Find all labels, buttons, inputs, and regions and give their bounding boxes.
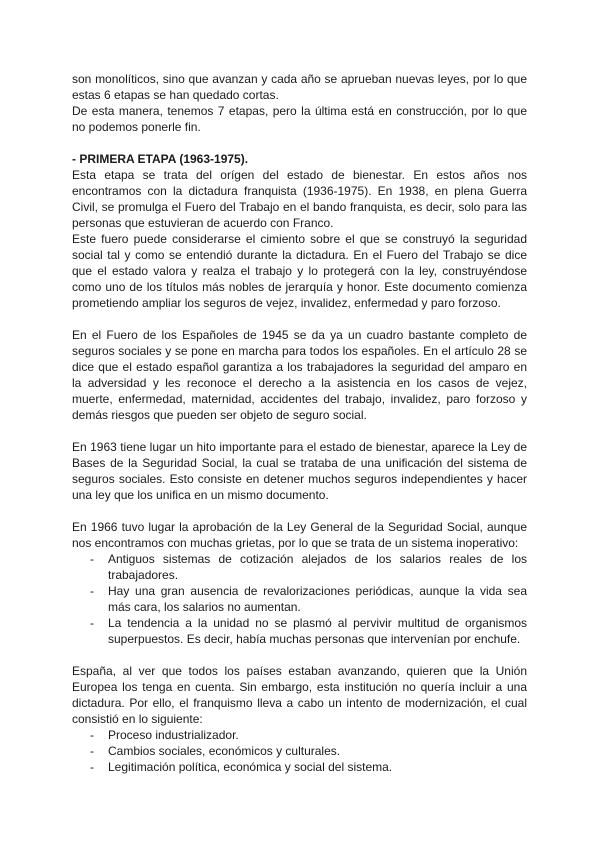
dash-bullet: - (90, 760, 94, 774)
ley-bases-paragraph: En 1963 tiene lugar un hito importante para el estado de bienestar, aparece la Ley de Bases de la Seguridad Social, la cual se trataba de una unificación del sistema de seguros sociales. Esto consiste en detener muchos seguros independientes y hacer una ley que los unifica en un mismo documento. (72, 440, 527, 502)
list-item (72, 615, 527, 647)
intro-paragraph-1: son monolíticos, sino que avanzan y cada año se aprueban nuevas leyes, por lo que estas 6 etapas se han quedado cortas. (72, 72, 527, 102)
spacer (72, 135, 527, 151)
section-heading: - PRIMERA ETAPA (1963-1975). (72, 152, 249, 166)
section1-paragraph-1: Esta etapa se trata del orígen del estado de bienestar. En estos años nos encontramos con la dictadura franquista (1936-1975). En 1938, en plena Guerra Civil, se promulga el Fuero del Trabajo en el bando franquista, es decir, solo para las personas que estuvieran de acuerdo con Franco. (72, 168, 527, 230)
fuero-espanoles-paragraph: En el Fuero de los Españoles de 1945 se da ya un cuadro bastante completo de seguros sociales y se pone en marcha para todos los españoles. En el artículo 28 se dice que el estado español garantiza a los trabajadores la seguridad del amparo en la adversidad y les reconoce el derecho a la asistencia en los casos de vejez, muerte, enfermedad, maternidad, accidentes del trabajo, invalidez, paro forzoso y demás riesgos que pueden ser objeto de seguro social. (72, 328, 527, 422)
list-item-text: Cambios sociales, económicos y culturales. (108, 744, 341, 758)
spacer (72, 311, 527, 327)
list-item (72, 551, 527, 583)
list-item-text: Hay una gran ausencia de revalorizaciones periódicas, aunque la vida sea más cara, los salarios no aumentan. (108, 584, 527, 614)
espana-paragraph: España, al ver que todos los países estaban avanzando, quieren que la Unión Europea los tenga en cuenta. Sin embargo, esta institución no quería incluir a una dictadura. Por ello, el franquismo lleva a cabo un intento de modernización, el cual consistió en lo siguiente: (72, 664, 527, 726)
list-item (72, 743, 527, 759)
modernizacion-list (72, 727, 527, 775)
dash-bullet: - (90, 744, 94, 758)
list-item (72, 583, 527, 615)
list-item-text: Antiguos sistemas de cotización alejados de los salarios reales de los trabajadores. (108, 552, 527, 582)
spacer (72, 647, 527, 663)
dash-bullet: - (90, 552, 94, 566)
section1-paragraph-2: Este fuero puede considerarse el cimiento sobre el que se construyó la seguridad social tal y como se entendió durante la dictadura. En el Fuero del Trabajo se dice que el estado valora y realza el trabajo y lo protegerá con la ley, construyéndose como uno de los títulos más nobles de jerarquía y honor. Este documento comienza prometiendo ampliar los seguros de vejez, invalidez, enfermedad y paro forzoso. (72, 232, 527, 310)
ley-general-list (72, 551, 527, 647)
dash-bullet: - (90, 728, 94, 742)
list-item (72, 727, 527, 743)
spacer (72, 423, 527, 439)
document-page (72, 71, 527, 775)
list-item-text: Proceso industrializador. (108, 728, 239, 742)
dash-bullet: - (90, 616, 94, 630)
intro-paragraph-2: De esta manera, tenemos 7 etapas, pero la última está en construcción, por lo que no podemos ponerle fin. (72, 104, 527, 134)
spacer (72, 503, 527, 519)
list-item (72, 759, 527, 775)
list-item-text: La tendencia a la unidad no se plasmó al pervivir multitud de organismos superpuestos. Es decir, había muchas personas que intervenían por enchufe. (108, 616, 527, 646)
list-item-text: Legitimación política, económica y social del sistema. (108, 760, 393, 774)
dash-bullet: - (90, 584, 94, 598)
ley-general-paragraph: En 1966 tuvo lugar la aprobación de la Ley General de la Seguridad Social, aunque nos encontramos con muchas grietas, por lo que se trata de un sistema inoperativo: (72, 520, 527, 550)
